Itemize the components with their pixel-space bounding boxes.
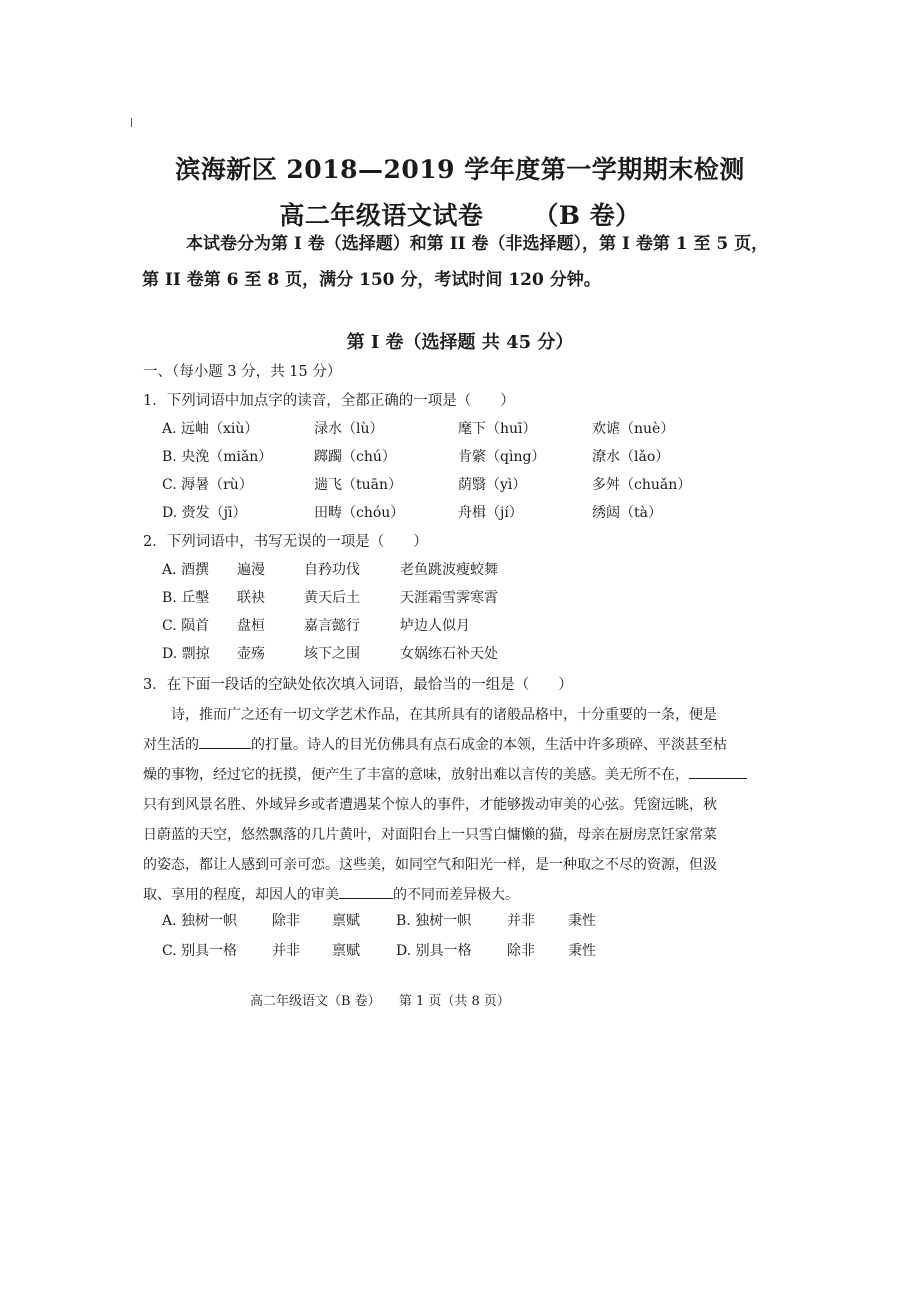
q3-c-3: 禀赋 <box>332 943 360 959</box>
passage-line <box>143 760 778 790</box>
passage-line: 只有到风景名胜、外域异乡或者遭遇某个惊人的事件，才能够拨动审美的心弦。凭窗远眺，秋 <box>143 797 717 813</box>
q3-a-2: 除非 <box>272 913 300 929</box>
scan-speck <box>131 118 132 127</box>
q2-a-2: 遍漫 <box>237 562 265 578</box>
q1-option-d <box>162 502 762 524</box>
q1-d-4: 绣闼（tà） <box>592 505 662 521</box>
q2-a-3: 自矜功伐 <box>304 562 360 578</box>
passage-line: 日蔚蓝的天空，悠然飘落的几片黄叶，对面阳台上一只雪白慵懒的猫，母亲在厨房烹饪家常菜 <box>143 827 717 843</box>
q1-a-4: 欢谑（nuè） <box>592 421 675 437</box>
q1-d-2: 田畴（chóu） <box>314 505 405 521</box>
passage-line <box>143 730 778 760</box>
footer-subject: 高二年级语文（B 卷） <box>250 994 381 1009</box>
q2-d-3: 垓下之围 <box>304 646 360 662</box>
q2-b-4: 天涯霜雪霁寒霄 <box>400 590 498 606</box>
q1-b-4: 潦水（lǎo） <box>592 449 670 465</box>
q1-d-1: D. 赍发（jī） <box>162 505 247 521</box>
passage-text: 的打量。诗人的目光仿佛具有点石成金的本领，生活中许多琐碎、平淡甚至枯 <box>251 737 727 753</box>
q2-stem: 2．下列词语中，书写无误的一项是（ ） <box>143 534 428 550</box>
q1-option-b <box>162 446 762 468</box>
q3-options-row-1 <box>162 910 762 932</box>
q2-option-d <box>162 643 762 665</box>
q3-b-3: 秉性 <box>568 913 596 929</box>
exam-instructions <box>142 226 792 298</box>
section-title: 第 I 卷（选择题 共 45 分） <box>346 332 574 353</box>
q1-a-1: A. 远岫（xiù） <box>162 421 259 437</box>
fill-blank-3 <box>339 897 393 899</box>
q1-c-2: 遄飞（tuān） <box>314 477 403 493</box>
part-one-heading: 一、（每小题 3 分，共 15 分） <box>143 364 342 380</box>
q2-a-1: A. 酒撰 <box>162 562 210 578</box>
q2-option-c <box>162 615 762 637</box>
page-footer <box>250 990 524 1009</box>
q1-a-3: 麾下（huī） <box>458 421 537 437</box>
fill-blank-1 <box>199 747 251 749</box>
q2-d-2: 壶殇 <box>237 646 265 662</box>
q2-b-3: 黄天后土 <box>304 590 360 606</box>
q3-d-1: D. 别具一格 <box>396 943 472 959</box>
q1-c-4: 多舛（chuǎn） <box>592 477 692 493</box>
q3-a-3: 禀赋 <box>332 913 360 929</box>
q1-option-a <box>162 418 762 440</box>
subtitle-variant: （B 卷） <box>533 201 641 230</box>
passage-text: 的不同而差异极大。 <box>393 887 519 903</box>
q3-stem: 3．在下面一段话的空缺处依次填入词语，最恰当的一组是（ ） <box>143 677 573 693</box>
q2-d-4: 女娲练石补天处 <box>400 646 498 662</box>
q3-b-1: B. 独树一帜 <box>396 913 472 929</box>
q2-c-4: 垆边人似月 <box>400 618 470 634</box>
q1-option-c <box>162 474 762 496</box>
q1-b-3: 肯綮（qìng） <box>458 449 546 465</box>
footer-page-number: 第 1 页（共 8 页） <box>398 994 510 1009</box>
q2-option-b <box>162 587 762 609</box>
q3-d-3: 秉性 <box>568 943 596 959</box>
subtitle-text: 高二年级语文试卷 <box>279 201 484 230</box>
q1-stem: 1．下列词语中加点字的读音，全都正确的一项是（ ） <box>143 393 515 409</box>
q3-d-2: 除非 <box>507 943 535 959</box>
q3-passage <box>143 700 778 910</box>
instructions-line-1: 本试卷分为第 I 卷（选择题）和第 II 卷（非选择题），第 I 卷第 1 至 5 页， <box>186 234 769 254</box>
q2-a-4: 老鱼跳波瘦蛟舞 <box>400 562 498 578</box>
q2-option-a <box>162 559 762 581</box>
q1-c-1: C. 溽暑（rù） <box>162 477 253 493</box>
q2-b-2: 联袂 <box>237 590 265 606</box>
q1-a-2: 渌水（lù） <box>314 421 384 437</box>
q1-c-3: 荫翳（yì） <box>458 477 527 493</box>
passage-text: 取、享用的程度，却因人的审美 <box>143 887 339 903</box>
passage-text: 对生活的 <box>143 737 199 753</box>
exam-title: 滨海新区 2018—2019 学年度第一学期期末检测 <box>175 155 745 184</box>
passage-line: 诗，推而广之还有一切文学艺术作品，在其所具有的诸般品格中，十分重要的一条，便是 <box>171 707 717 723</box>
q1-d-3: 舟楫（jí） <box>458 505 523 521</box>
passage-line <box>143 880 778 910</box>
q3-c-2: 并非 <box>272 943 300 959</box>
q3-c-1: C. 别具一格 <box>162 943 238 959</box>
q2-c-1: C. 陨首 <box>162 618 210 634</box>
passage-line: 的姿态，都让人感到可亲可恋。这些美，如同空气和阳光一样，是一种取之不尽的资源，但汲 <box>143 857 717 873</box>
passage-text: 燥的事物，经过它的抚摸，便产生了丰富的意味，放射出难以言传的美感。美无所不在， <box>143 767 689 783</box>
q1-b-2: 踯躅（chú） <box>314 449 396 465</box>
q1-b-1: B. 央浼（miǎn） <box>162 449 273 465</box>
q3-b-2: 并非 <box>507 913 535 929</box>
q3-options-row-2 <box>162 940 762 962</box>
instructions-line-2: 第 II 卷第 6 至 8 页，满分 150 分，考试时间 120 分钟。 <box>142 270 601 290</box>
fill-blank-2 <box>689 777 747 779</box>
q2-c-2: 盘桓 <box>237 618 265 634</box>
q2-b-1: B. 丘墼 <box>162 590 210 606</box>
q3-a-1: A. 独树一帜 <box>162 913 238 929</box>
q2-d-1: D. 剽掠 <box>162 646 210 662</box>
q2-c-3: 嘉言懿行 <box>304 618 360 634</box>
